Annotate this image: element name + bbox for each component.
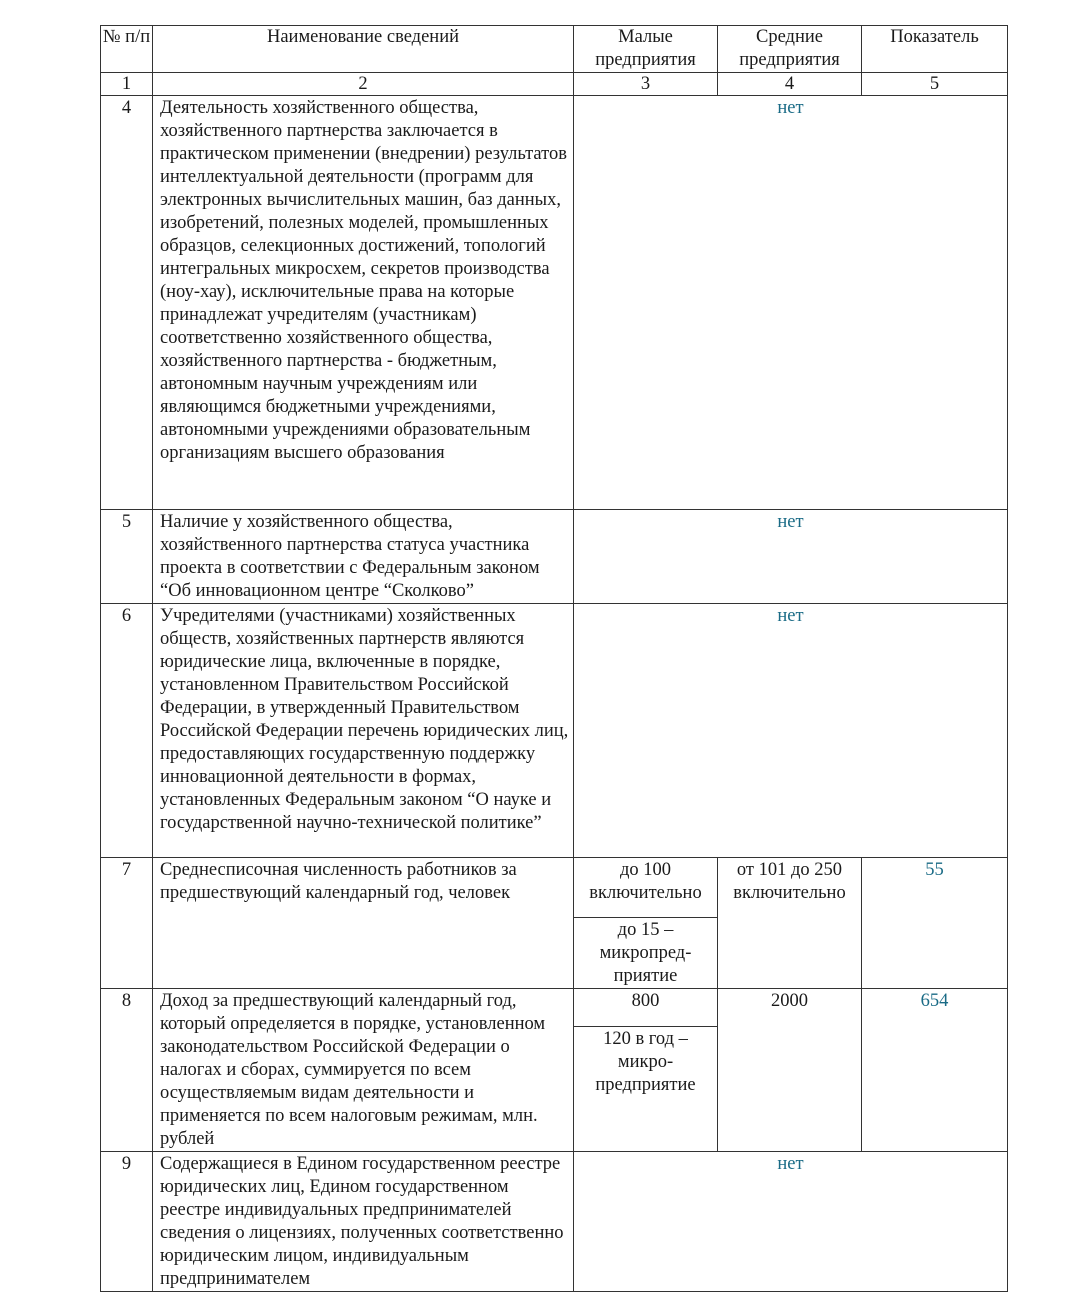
indicator-cell (862, 989, 1008, 1152)
row-number-cell (101, 989, 153, 1152)
indicator-value: 55 (925, 860, 944, 880)
header-medium-enterprises: Средние предприятия (718, 26, 862, 73)
row-value: нет (777, 98, 804, 118)
row-value-cell (574, 604, 1008, 858)
row-name-cell (153, 96, 574, 510)
small-enterprise-threshold: 800 (574, 989, 717, 1027)
small-enterprise-cell (574, 858, 718, 989)
row-number: 9 (121, 1154, 132, 1174)
table-row (101, 96, 1008, 510)
row-name-cell (153, 604, 574, 858)
row-number: 6 (121, 606, 132, 626)
criteria-table (100, 25, 1008, 1292)
row-number: 4 (121, 98, 132, 118)
header-number: № п/п (101, 26, 153, 73)
header-indicator: Показатель (862, 26, 1008, 73)
table-row (101, 604, 1008, 858)
header-small-enterprises: Малые предприятия (574, 26, 718, 73)
table-row (101, 510, 1008, 604)
row-name-cell (153, 858, 574, 989)
row-number-cell (101, 96, 153, 510)
micro-enterprise-threshold: 120 в год – микро-предприятие (595, 1029, 696, 1095)
row-description: Среднесписочная численность работников за предшествующий календарный год, человек (160, 860, 517, 903)
row-description: Содержащиеся в Едином государственном реестре юридических лиц, Едином государственном реестре индивидуальных предпринимателей сведения о лицензиях, полученных соответственно юридическим лицом, индивидуальным предпринимателем (160, 1154, 564, 1289)
row-name-cell (153, 510, 574, 604)
row-name-cell (153, 1152, 574, 1292)
row-number-cell (101, 1152, 153, 1292)
column-numbers-row (101, 73, 1008, 96)
row-value-cell (574, 510, 1008, 604)
small-enterprise-cell (574, 989, 718, 1152)
row-value: нет (777, 512, 804, 532)
column-number: 5 (862, 73, 1008, 96)
column-number: 3 (574, 73, 718, 96)
row-description: Учредителями (участниками) хозяйственных обществ, хозяйственных партнерств являются юридические лица, включенные в порядке, установленном Правительством Российской Федерации, в утвержденный Правительством Российской Федерации перечень юридических лиц, предоставляющих государственную поддержку инновационной деятельности в формах, установленных Федеральным законом “О науке и государственной научно-технической политике” (160, 606, 569, 833)
row-number-cell (101, 858, 153, 989)
row-number: 8 (121, 991, 132, 1011)
medium-enterprise-threshold: 2000 (771, 991, 808, 1011)
header-row (101, 26, 1008, 73)
row-description: Наличие у хозяйственного общества, хозяйственного партнерства статуса участника проекта в соответствии с Федеральным законом “Об инновационном центре “Сколково” (160, 512, 540, 601)
micro-enterprise-threshold: до 15 – микропред-приятие (599, 920, 692, 986)
column-number: 4 (718, 73, 862, 96)
row-value-cell (574, 1152, 1008, 1292)
row-value: нет (777, 606, 804, 626)
medium-enterprise-cell (718, 989, 862, 1152)
row-number-cell (101, 510, 153, 604)
small-enterprise-threshold: до 100 включительно (574, 858, 717, 918)
row-number-cell (101, 604, 153, 858)
row-value: нет (777, 1154, 804, 1174)
table-row (101, 858, 1008, 989)
indicator-value: 654 (920, 991, 949, 1011)
row-description: Доход за предшествующий календарный год, который определяется в порядке, установленном законодательством Российской Федерации о налогах и сборах, суммируется по всем осуществляемым видам деятельности и применяется по всем налоговым режимам, млн. рублей (160, 991, 546, 1149)
indicator-cell (862, 858, 1008, 989)
row-value-cell (574, 96, 1008, 510)
header-name: Наименование сведений (153, 26, 574, 73)
medium-enterprise-threshold: от 101 до 250 включительно (733, 860, 846, 903)
medium-enterprise-cell (718, 858, 862, 989)
row-description: Деятельность хозяйственного общества, хозяйственного партнерства заключается в практическом применении (внедрении) результатов интеллектуальной деятельности (программ для электронных вычислительных машин, баз данных, изобретений, полезных моделей, промышленных образцов, селекционных достижений, топологий интегральных микросхем, секретов производства (ноу-хау), исключительные права на которые принадлежат учредителям (участникам) соответственно хозяйственного общества, хозяйственного партнерства - бюджетным, автономным научным учреждениям или являющимся бюджетными учреждениями, автономными учреждениями образовательным организациям высшего образования (160, 98, 567, 463)
row-number: 7 (121, 860, 132, 880)
table-row (101, 989, 1008, 1152)
row-number: 5 (121, 512, 132, 532)
column-number: 2 (153, 73, 574, 96)
column-number: 1 (101, 73, 153, 96)
table-row (101, 1152, 1008, 1292)
row-name-cell (153, 989, 574, 1152)
